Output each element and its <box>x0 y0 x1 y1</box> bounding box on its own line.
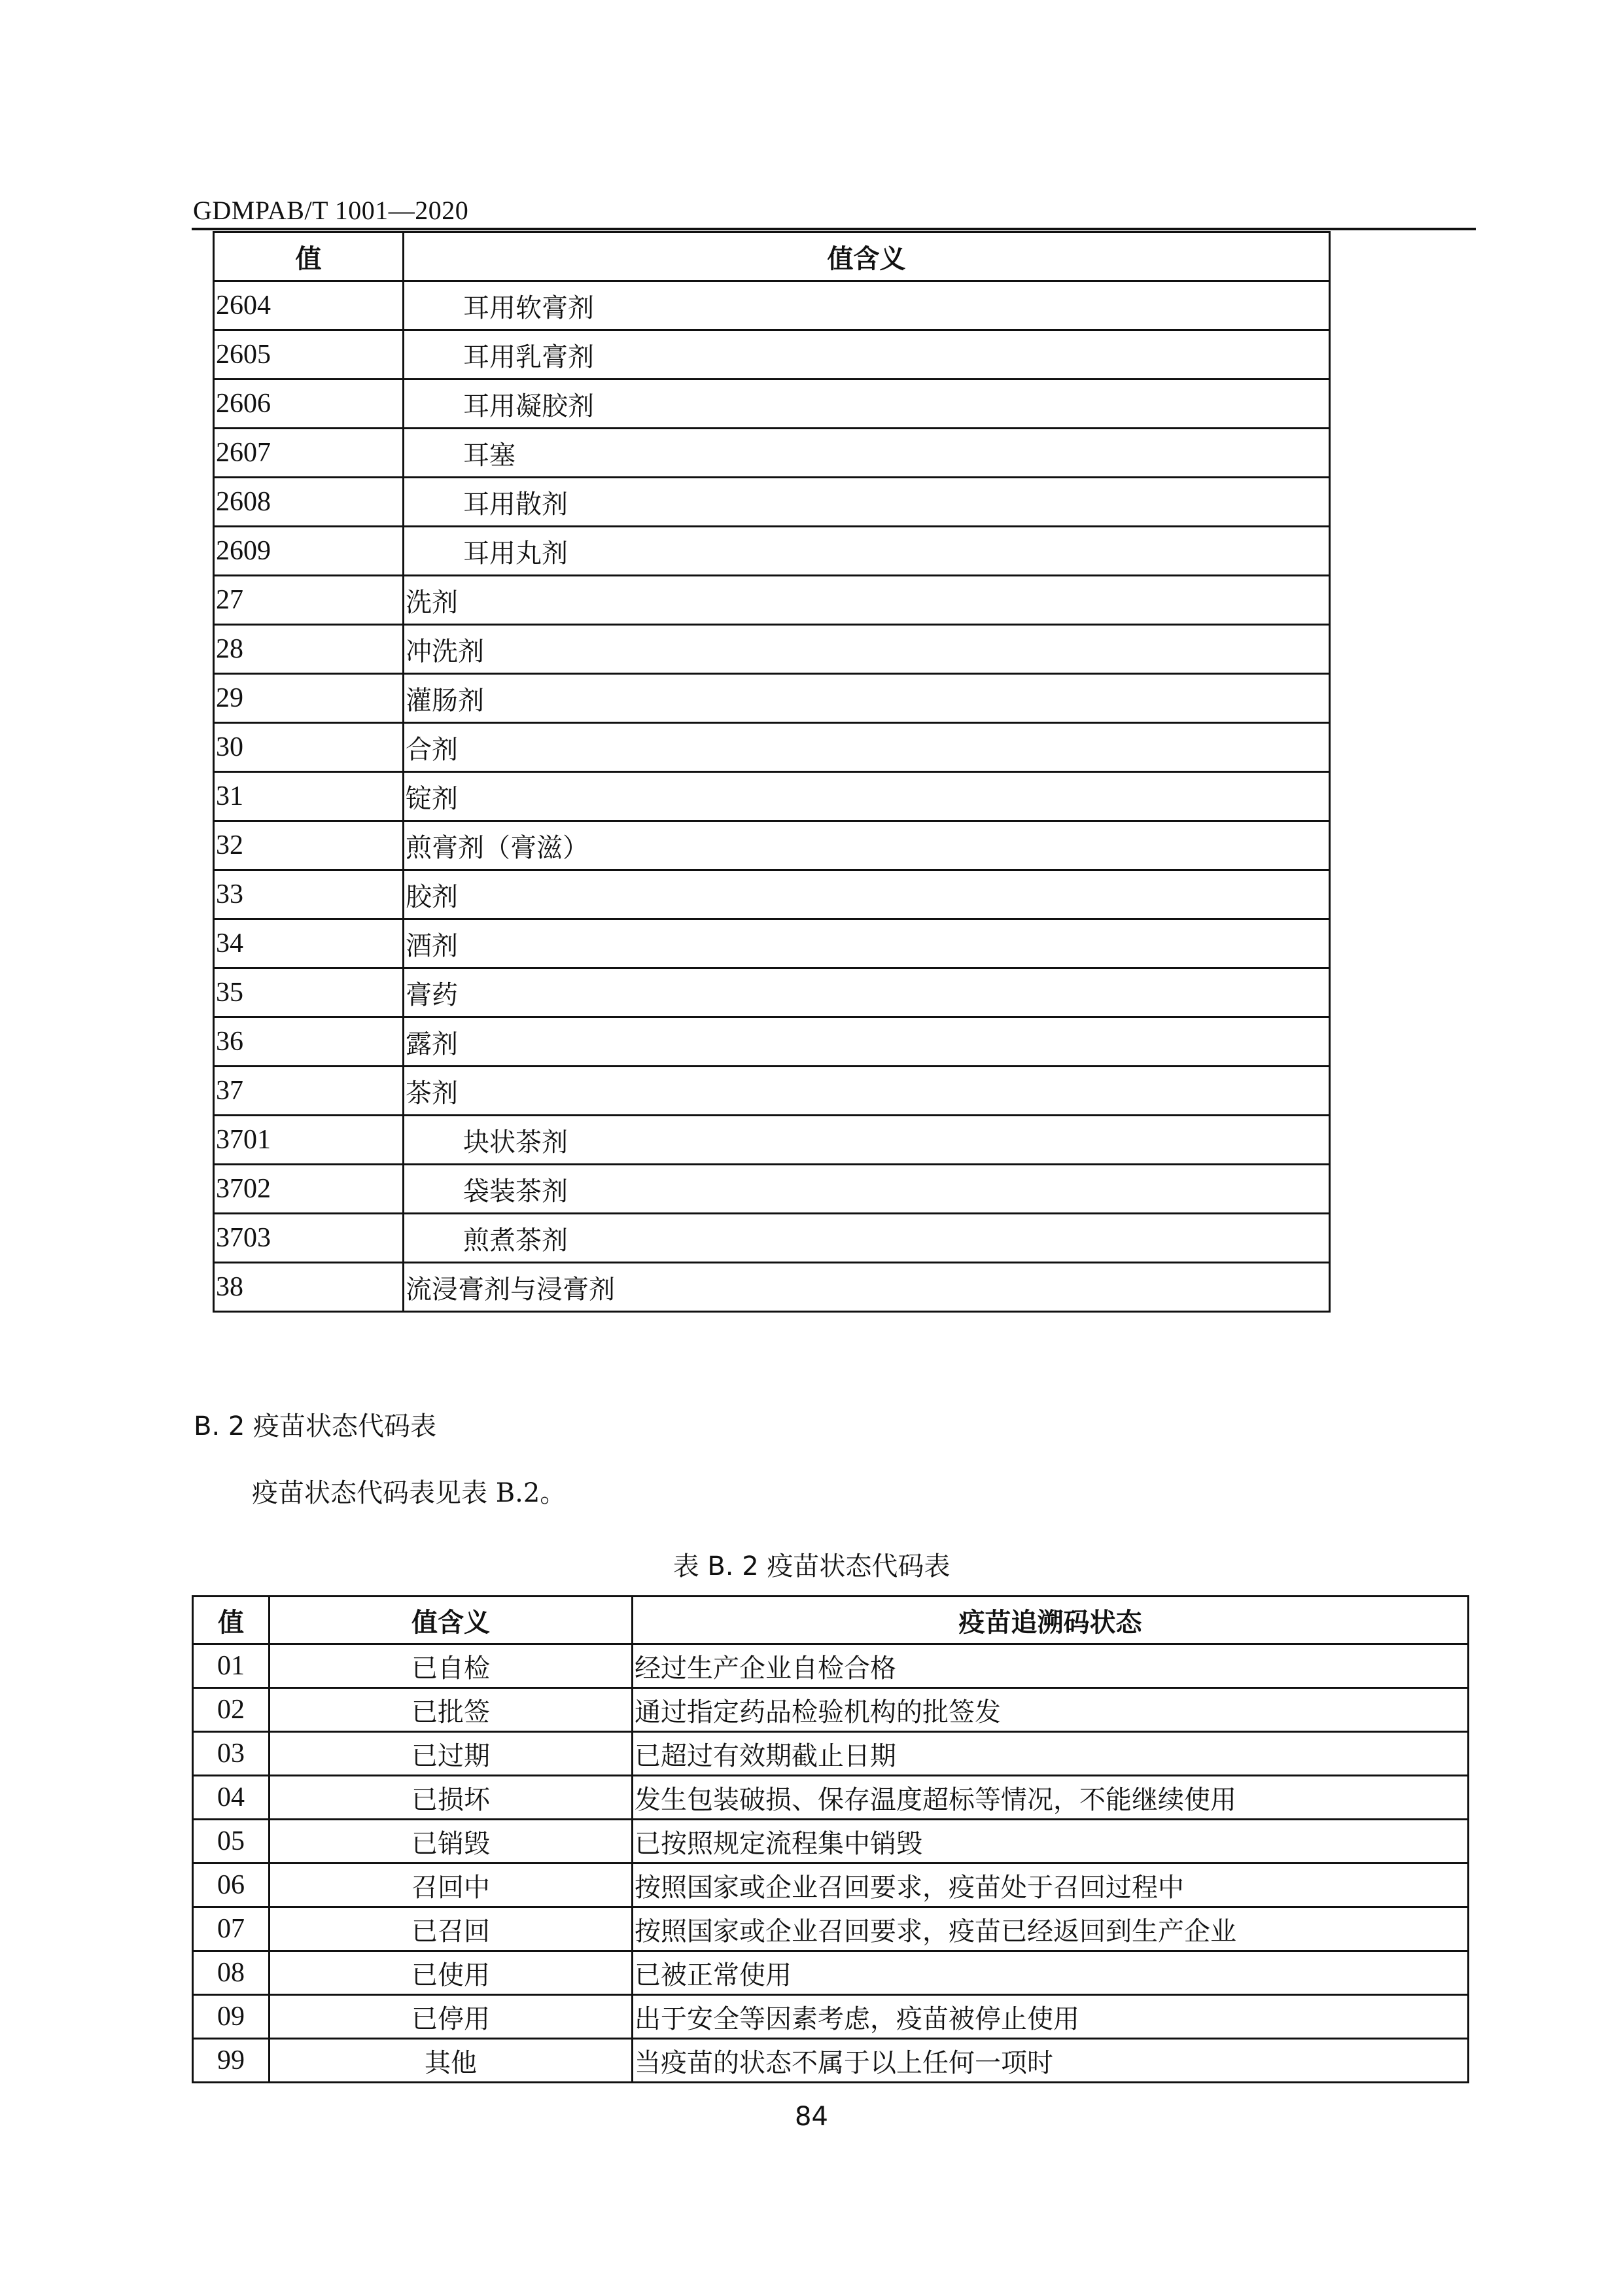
code-meaning-cell: 已召回 <box>270 1907 633 1951</box>
code-meaning-cell: 露剂 <box>404 1017 1330 1067</box>
code-meaning-cell: 茶剂 <box>404 1067 1330 1116</box>
code-meaning-cell: 酒剂 <box>404 919 1330 968</box>
code-value-cell: 3701 <box>214 1116 404 1165</box>
code-value-cell: 01 <box>193 1644 270 1688</box>
dosage-form-code-table <box>213 231 1331 1313</box>
table-header-row <box>214 232 1330 281</box>
code-value-cell: 99 <box>193 2039 270 2083</box>
code-value-cell: 35 <box>214 968 404 1017</box>
table-row <box>193 1995 1469 2039</box>
table-row <box>214 674 1330 723</box>
code-value-cell: 2606 <box>214 380 404 429</box>
table-row <box>193 2039 1469 2083</box>
code-value-cell: 28 <box>214 625 404 674</box>
code-value-cell: 3702 <box>214 1165 404 1214</box>
column-header-meaning: 值含义 <box>404 232 1330 281</box>
trace-status-cell: 出于安全等因素考虑，疫苗被停止使用 <box>633 1995 1469 2039</box>
table-row <box>214 527 1330 576</box>
table-row <box>214 919 1330 968</box>
code-meaning-cell: 已自检 <box>270 1644 633 1688</box>
trace-status-cell: 已超过有效期截止日期 <box>633 1732 1469 1776</box>
code-meaning-cell: 耳用乳膏剂 <box>404 330 1330 380</box>
code-value-cell: 32 <box>214 821 404 870</box>
code-meaning-cell: 胶剂 <box>404 870 1330 919</box>
code-meaning-cell: 耳用散剂 <box>404 478 1330 527</box>
code-value-cell: 09 <box>193 1995 270 2039</box>
table-header-row <box>193 1597 1469 1644</box>
code-value-cell: 31 <box>214 772 404 821</box>
table-row <box>193 1776 1469 1820</box>
vaccine-status-code-table <box>192 1595 1469 2083</box>
code-meaning-cell: 耳塞 <box>404 429 1330 478</box>
trace-status-cell: 当疫苗的状态不属于以上任何一项时 <box>633 2039 1469 2083</box>
trace-status-cell: 通过指定药品检验机构的批签发 <box>633 1688 1469 1732</box>
table-row <box>214 1263 1330 1312</box>
code-value-cell: 05 <box>193 1820 270 1863</box>
code-meaning-cell: 洗剂 <box>404 576 1330 625</box>
code-meaning-cell: 合剂 <box>404 723 1330 772</box>
column-header-value: 值 <box>193 1597 270 1644</box>
code-value-cell: 27 <box>214 576 404 625</box>
code-value-cell: 2607 <box>214 429 404 478</box>
trace-status-cell: 已按照规定流程集中销毁 <box>633 1820 1469 1863</box>
code-value-cell: 2605 <box>214 330 404 380</box>
column-header-value: 值 <box>214 232 404 281</box>
page-number: 84 <box>795 2102 828 2132</box>
code-value-cell: 2608 <box>214 478 404 527</box>
code-value-cell: 34 <box>214 919 404 968</box>
code-meaning-cell: 已过期 <box>270 1732 633 1776</box>
code-meaning-cell: 锭剂 <box>404 772 1330 821</box>
table-row <box>214 625 1330 674</box>
code-meaning-cell: 冲洗剂 <box>404 625 1330 674</box>
section-paragraph: 疫苗状态代码表见表 B.2。 <box>252 1478 567 1508</box>
table-row <box>193 1863 1469 1907</box>
code-meaning-cell: 已批签 <box>270 1688 633 1732</box>
trace-status-cell: 按照国家或企业召回要求，疫苗已经返回到生产企业 <box>633 1907 1469 1951</box>
code-value-cell: 2604 <box>214 281 404 330</box>
code-meaning-cell: 袋装茶剂 <box>404 1165 1330 1214</box>
column-header-meaning: 值含义 <box>270 1597 633 1644</box>
code-meaning-cell: 块状茶剂 <box>404 1116 1330 1165</box>
table-row <box>193 1820 1469 1863</box>
code-value-cell: 29 <box>214 674 404 723</box>
table-row <box>214 330 1330 380</box>
code-value-cell: 03 <box>193 1732 270 1776</box>
code-value-cell: 04 <box>193 1776 270 1820</box>
code-meaning-cell: 耳用凝胶剂 <box>404 380 1330 429</box>
section-heading: B. 2 疫苗状态代码表 <box>194 1411 437 1441</box>
table-row <box>214 821 1330 870</box>
table-row <box>214 1165 1330 1214</box>
code-meaning-cell: 召回中 <box>270 1863 633 1907</box>
code-meaning-cell: 已使用 <box>270 1951 633 1995</box>
table-row <box>214 478 1330 527</box>
table-row <box>214 968 1330 1017</box>
column-header-trace-status: 疫苗追溯码状态 <box>633 1597 1469 1644</box>
trace-status-cell: 经过生产企业自检合格 <box>633 1644 1469 1688</box>
code-value-cell: 37 <box>214 1067 404 1116</box>
table-caption: 表 B. 2 疫苗状态代码表 <box>672 1551 951 1581</box>
table-row <box>214 772 1330 821</box>
code-meaning-cell: 煎煮茶剂 <box>404 1214 1330 1263</box>
code-meaning-cell: 煎膏剂（膏滋） <box>404 821 1330 870</box>
code-meaning-cell: 已停用 <box>270 1995 633 2039</box>
table-row <box>193 1688 1469 1732</box>
code-meaning-cell: 耳用丸剂 <box>404 527 1330 576</box>
table-row <box>214 429 1330 478</box>
header-rule <box>192 228 1476 230</box>
table-row <box>214 1116 1330 1165</box>
table-row <box>214 723 1330 772</box>
table-row <box>193 1951 1469 1995</box>
code-value-cell: 30 <box>214 723 404 772</box>
code-value-cell: 36 <box>214 1017 404 1067</box>
table-row <box>193 1644 1469 1688</box>
code-value-cell: 3703 <box>214 1214 404 1263</box>
trace-status-cell: 已被正常使用 <box>633 1951 1469 1995</box>
table-row <box>214 1017 1330 1067</box>
table-row <box>214 1067 1330 1116</box>
code-meaning-cell: 耳用软膏剂 <box>404 281 1330 330</box>
table-row <box>193 1732 1469 1776</box>
code-meaning-cell: 灌肠剂 <box>404 674 1330 723</box>
code-value-cell: 08 <box>193 1951 270 1995</box>
table-row <box>214 870 1330 919</box>
table-row <box>214 281 1330 330</box>
trace-status-cell: 按照国家或企业召回要求，疫苗处于召回过程中 <box>633 1863 1469 1907</box>
table-row <box>214 576 1330 625</box>
code-value-cell: 07 <box>193 1907 270 1951</box>
code-value-cell: 38 <box>214 1263 404 1312</box>
code-value-cell: 06 <box>193 1863 270 1907</box>
code-meaning-cell: 流浸膏剂与浸膏剂 <box>404 1263 1330 1312</box>
table-row <box>214 1214 1330 1263</box>
code-value-cell: 33 <box>214 870 404 919</box>
trace-status-cell: 发生包装破损、保存温度超标等情况，不能继续使用 <box>633 1776 1469 1820</box>
code-value-cell: 02 <box>193 1688 270 1732</box>
code-meaning-cell: 其他 <box>270 2039 633 2083</box>
code-value-cell: 2609 <box>214 527 404 576</box>
code-meaning-cell: 已损坏 <box>270 1776 633 1820</box>
code-meaning-cell: 膏药 <box>404 968 1330 1017</box>
code-meaning-cell: 已销毁 <box>270 1820 633 1863</box>
table-row <box>193 1907 1469 1951</box>
document-code-header: GDMPAB/T 1001—2020 <box>193 196 469 225</box>
table-row <box>214 380 1330 429</box>
